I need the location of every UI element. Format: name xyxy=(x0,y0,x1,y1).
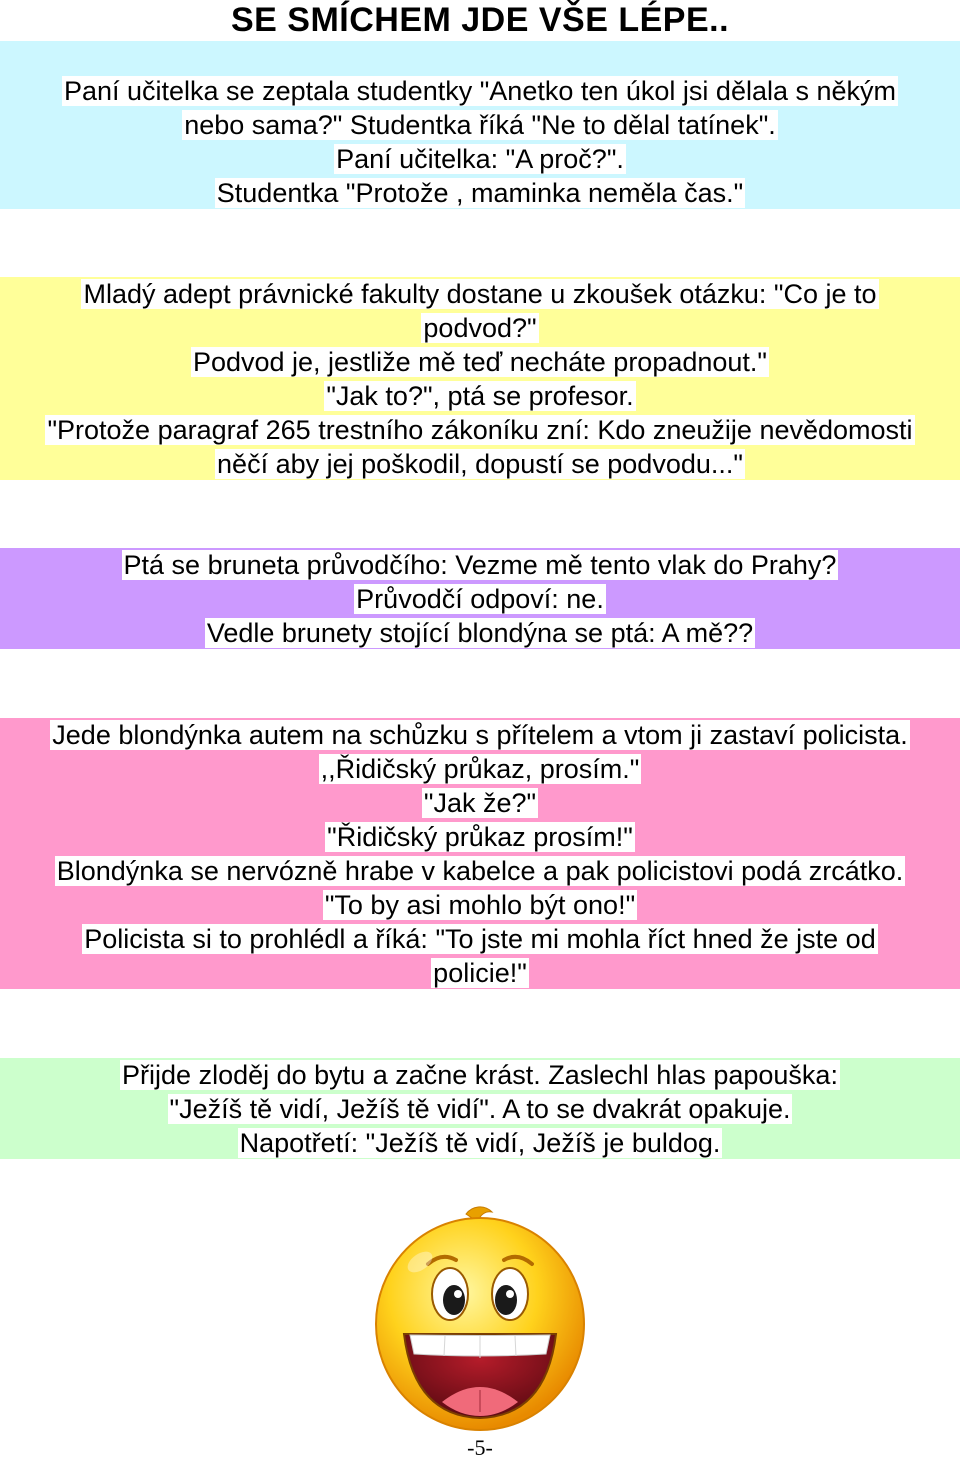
joke-line: "Jak to?", ptá se profesor. xyxy=(326,381,634,411)
joke-line: něčí aby jej poškodil, dopustí se podvodu..." xyxy=(217,449,743,479)
joke-line: ,,Řidičský průkaz, prosím." xyxy=(320,754,640,784)
joke-line: "Protože paragraf 265 trestního zákoníku zní: Kdo zneužije nevědomosti xyxy=(47,415,913,445)
joke-line: Podvod je, jestliže mě teď necháte propadnout." xyxy=(192,347,768,377)
joke-line: Ptá se bruneta průvodčího: Vezme mě tento vlak do Prahy? xyxy=(123,550,837,580)
joke-line: Paní učitelka: "A proč?". xyxy=(336,144,624,174)
joke-line: policie!" xyxy=(433,958,527,988)
joke-block-thief-parrot xyxy=(0,1058,960,1159)
joke-line: podvod?" xyxy=(423,313,537,343)
joke-line: "Jak že?" xyxy=(423,788,537,818)
page-title: SE SMÍCHEM JDE VŠE LÉPE.. xyxy=(230,1,730,39)
joke-line: nebo sama?" Studentka říká "Ne to dělal tatínek". xyxy=(184,110,776,140)
joke-line: "Řidičský průkaz prosím!" xyxy=(327,822,633,852)
joke-line: Průvodčí odpoví: ne. xyxy=(356,584,604,614)
joke-block-blonde-police xyxy=(0,718,960,989)
joke-line: Jede blondýnka autem na schůzku s přítelem a vtom ji zastaví policista. xyxy=(52,720,908,750)
joke-line: Policista si to prohlédl a říká: "To jste mi mohla říct hned že jste od xyxy=(84,924,876,954)
joke-line: Vedle brunety stojící blondýna se ptá: A mě?? xyxy=(206,618,754,648)
joke-block-teacher xyxy=(0,41,960,209)
joke-block-law-student xyxy=(0,277,960,480)
joke-block-brunette-train xyxy=(0,548,960,649)
joke-line: Paní učitelka se zeptala studentky "Anetko ten úkol jsi dělala s někým xyxy=(63,76,897,106)
joke-line: Přijde zloděj do bytu a začne krást. Zaslechl hlas papouška: xyxy=(122,1060,838,1090)
joke-line: "Ježíš tě vidí, Ježíš tě vidí". A to se dvakrát opakuje. xyxy=(169,1094,791,1124)
joke-line: "To by asi mohlo být ono!" xyxy=(324,890,636,920)
page-number: -5- xyxy=(467,1435,493,1460)
joke-line: Napotřetí: "Ježíš tě vidí, Ježíš je buldog. xyxy=(239,1128,721,1158)
joke-line: Mladý adept právnické fakulty dostane u zkoušek otázku: "Co je to xyxy=(83,279,877,309)
joke-line: Studentka "Protože , maminka neměla čas." xyxy=(216,178,744,208)
laughing-smiley-icon xyxy=(370,1202,590,1438)
joke-line: Blondýnka se nervózně hrabe v kabelce a pak policistovi podá zrcátko. xyxy=(56,856,904,886)
